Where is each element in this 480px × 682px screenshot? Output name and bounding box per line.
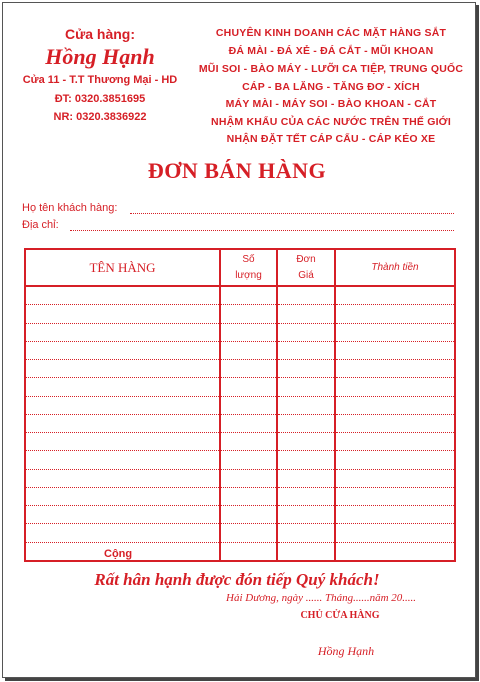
amount-cell[interactable] bbox=[335, 286, 455, 305]
qty-cell[interactable] bbox=[220, 378, 277, 396]
price-cell[interactable] bbox=[277, 414, 335, 432]
item-cell[interactable] bbox=[25, 360, 220, 378]
table-row bbox=[25, 286, 455, 305]
table-row bbox=[25, 506, 455, 524]
store-name: Hồng Hạnh bbox=[45, 44, 155, 69]
price-cell[interactable] bbox=[277, 451, 335, 469]
business-line: MŨI SOI - BÀO MÁY - LƯỠI CA TIỆP, TRUNG QUỐC bbox=[198, 63, 464, 75]
qty-cell[interactable] bbox=[220, 487, 277, 505]
price-cell[interactable] bbox=[277, 360, 335, 378]
col-quantity-line2: lượng bbox=[235, 269, 262, 281]
col-quantity bbox=[220, 249, 277, 286]
item-cell[interactable] bbox=[25, 451, 220, 469]
amount-cell[interactable] bbox=[335, 487, 455, 505]
qty-cell[interactable] bbox=[220, 305, 277, 323]
price-cell[interactable] bbox=[277, 487, 335, 505]
price-cell[interactable] bbox=[277, 506, 335, 524]
item-cell[interactable] bbox=[25, 286, 220, 305]
item-cell[interactable] bbox=[25, 524, 220, 542]
store-phone: ĐT: 0320.3851695 bbox=[54, 93, 146, 105]
amount-cell[interactable] bbox=[335, 360, 455, 378]
date-line: Hải Dương, ngày ...... Tháng......năm 20..... bbox=[226, 592, 417, 604]
customer-name-field[interactable] bbox=[130, 213, 454, 214]
owner-signature: Hồng Hạnh bbox=[317, 644, 375, 658]
item-cell[interactable] bbox=[25, 323, 220, 341]
store-address: Cửa 11 - T.T Thương Mại - HD bbox=[22, 74, 178, 86]
address-field[interactable] bbox=[70, 230, 454, 231]
owner-label: CHỦ CỬA HÀNG bbox=[300, 610, 380, 621]
qty-cell[interactable] bbox=[220, 341, 277, 359]
amount-cell[interactable] bbox=[335, 506, 455, 524]
qty-cell[interactable] bbox=[220, 396, 277, 414]
page-title: ĐƠN BÁN HÀNG bbox=[147, 158, 327, 183]
price-cell[interactable] bbox=[277, 469, 335, 487]
table-row bbox=[25, 524, 455, 542]
items-table bbox=[24, 248, 456, 562]
price-cell[interactable] bbox=[277, 286, 335, 305]
price-cell[interactable] bbox=[277, 341, 335, 359]
table-row bbox=[25, 360, 455, 378]
customer-name-label: Họ tên khách hàng: bbox=[22, 202, 118, 214]
amount-cell[interactable] bbox=[335, 323, 455, 341]
price-cell[interactable] bbox=[277, 305, 335, 323]
price-cell[interactable] bbox=[277, 323, 335, 341]
total-row bbox=[25, 542, 455, 561]
col-amount: Thành tiền bbox=[335, 249, 455, 286]
item-cell[interactable] bbox=[25, 506, 220, 524]
welcome-message: Rất hân hạnh được đón tiếp Quý khách! bbox=[94, 570, 380, 589]
total-price-cell[interactable] bbox=[277, 542, 335, 561]
qty-cell[interactable] bbox=[220, 469, 277, 487]
item-cell[interactable] bbox=[25, 378, 220, 396]
col-unit-price bbox=[277, 249, 335, 286]
price-cell[interactable] bbox=[277, 396, 335, 414]
business-line: MÁY MÀI - MÁY SOI - BÀO KHOAN - CẮT bbox=[225, 98, 437, 110]
store-phone-2: NR: 0320.3836922 bbox=[53, 111, 147, 123]
business-line: CHUYÊN KINH DOANH CÁC MẶT HÀNG SẮT bbox=[215, 27, 447, 39]
table-row bbox=[25, 378, 455, 396]
table-header-row bbox=[25, 249, 455, 286]
amount-cell[interactable] bbox=[335, 396, 455, 414]
qty-cell[interactable] bbox=[220, 323, 277, 341]
qty-cell[interactable] bbox=[220, 451, 277, 469]
item-cell[interactable] bbox=[25, 414, 220, 432]
qty-cell[interactable] bbox=[220, 524, 277, 542]
table-row bbox=[25, 469, 455, 487]
total-label: Cộng bbox=[104, 548, 133, 560]
store-label: Cửa hàng: bbox=[64, 26, 136, 42]
qty-cell[interactable] bbox=[220, 360, 277, 378]
item-cell[interactable] bbox=[25, 341, 220, 359]
address-label: Địa chỉ: bbox=[22, 219, 59, 231]
table-row bbox=[25, 414, 455, 432]
qty-cell[interactable] bbox=[220, 506, 277, 524]
business-line: NHẬN ĐẶT TẾT CÁP CẨU - CÁP KÉO XE bbox=[226, 133, 436, 145]
amount-cell[interactable] bbox=[335, 378, 455, 396]
table-row bbox=[25, 305, 455, 323]
table-row bbox=[25, 433, 455, 451]
qty-cell[interactable] bbox=[220, 414, 277, 432]
item-cell[interactable] bbox=[25, 305, 220, 323]
item-cell[interactable] bbox=[25, 433, 220, 451]
business-line: CÁP - BA LĂNG - TĂNG ĐƠ - XÍCH bbox=[242, 81, 420, 93]
amount-cell[interactable] bbox=[335, 433, 455, 451]
items-body bbox=[25, 286, 455, 561]
col-quantity-line1: Số bbox=[242, 253, 255, 265]
col-unit-price-line2: Giá bbox=[298, 269, 314, 281]
price-cell[interactable] bbox=[277, 378, 335, 396]
col-item-name: TÊN HÀNG bbox=[25, 249, 220, 286]
qty-cell[interactable] bbox=[220, 433, 277, 451]
business-line: ĐÁ MÀI - ĐÁ XẺ - ĐÁ CẮT - MŨI KHOAN bbox=[228, 45, 434, 57]
total-qty-cell[interactable] bbox=[220, 542, 277, 561]
business-line: NHẬM KHẨU CỦA CÁC NƯỚC TRÊN THẾ GIỚI bbox=[211, 116, 451, 128]
price-cell[interactable] bbox=[277, 433, 335, 451]
col-unit-price-line1: Đơn bbox=[296, 253, 316, 265]
item-cell[interactable] bbox=[25, 469, 220, 487]
price-cell[interactable] bbox=[277, 524, 335, 542]
total-amount-cell[interactable] bbox=[335, 542, 455, 561]
item-cell[interactable] bbox=[25, 396, 220, 414]
qty-cell[interactable] bbox=[220, 286, 277, 305]
amount-cell[interactable] bbox=[335, 451, 455, 469]
amount-cell[interactable] bbox=[335, 524, 455, 542]
table-row bbox=[25, 487, 455, 505]
table-row bbox=[25, 451, 455, 469]
item-cell[interactable] bbox=[25, 487, 220, 505]
table-row bbox=[25, 341, 455, 359]
amount-cell[interactable] bbox=[335, 414, 455, 432]
amount-cell[interactable] bbox=[335, 305, 455, 323]
amount-cell[interactable] bbox=[335, 469, 455, 487]
table-row bbox=[25, 323, 455, 341]
amount-cell[interactable] bbox=[335, 341, 455, 359]
table-row bbox=[25, 396, 455, 414]
